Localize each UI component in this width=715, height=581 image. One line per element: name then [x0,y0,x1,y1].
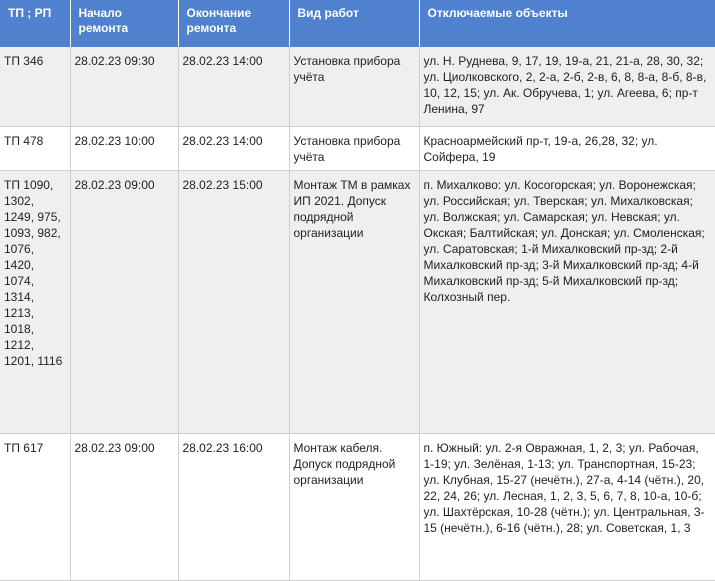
header-end: Окончание ремонта [178,0,289,47]
cell-objects: Красноармейский пр-т, 19-а, 26,28, 32; ул. Сойфера, 19 [419,127,715,171]
cell-objects: ул. Н. Руднева, 9, 17, 19, 19-а, 21, 21-а, 28, 30, 32; ул. Циолковского, 2, 2-а, 2-б, 2-в, 6, 8, 8-а, 8-б, 8-в, 10, 12, 15; ул. Ак. Обручева, 1; ул. Агеева, 6; пр-т Ленина, 97 [419,47,715,127]
cell-start: 28.02.23 09:30 [70,47,178,127]
header-objects: Отключаемые объекты [419,0,715,47]
cell-objects: п. Михалково: ул. Косогорская; ул. Воронежская; ул. Российская; ул. Тверская; ул. Михалковская; ул. Волжская; ул. Самарская; ул. Невская; ул. Окская; Балтийская; ул. Донская; ул. Смоленская; ул. Саратовская; 1-й Михалковский пр-зд; 2-й Михалковский пр-зд; 3-й Михалковский пр-зд; 4-й Михалковский пр-зд; 5-й Михалковский пр-зд; Колхозный пер. [419,171,715,434]
cell-end: 28.02.23 16:00 [178,434,289,581]
cell-work: Монтаж кабеля. Допуск подрядной организации [289,434,419,581]
cell-tp: ТП 346 [0,47,70,127]
header-start: Начало ремонта [70,0,178,47]
cell-start: 28.02.23 09:00 [70,434,178,581]
cell-work: Монтаж ТМ в рамках ИП 2021. Допуск подрядной организации [289,171,419,434]
cell-work: Установка прибора учёта [289,47,419,127]
cell-tp: ТП 617 [0,434,70,581]
cell-tp: ТП 478 [0,127,70,171]
table-row [0,47,715,127]
cell-end: 28.02.23 14:00 [178,127,289,171]
cell-end: 28.02.23 14:00 [178,47,289,127]
table-row [0,171,715,434]
header-row [0,0,715,47]
table-row [0,434,715,581]
table-row [0,127,715,171]
cell-end: 28.02.23 15:00 [178,171,289,434]
cell-objects: п. Южный: ул. 2-я Овражная, 1, 2, 3; ул. Рабочая, 1-19; ул. Зелёная, 1-13; ул. Транспортная, 15-23; ул. Клубная, 15-27 (нечётн.), 27-а, 4-14 (чётн.), 20, 22, 24, 26; ул. Лесная, 1, 2, 3, 5, 6, 7, 8, 10-а, 10-б; ул. Шахтёрская, 10-28 (чётн.); ул. Центральная, 3-15 (нечётн.), 6-16 (чётн.), 28; ул. Советская, 1, 3 [419,434,715,581]
header-work: Вид работ [289,0,419,47]
cell-work: Установка прибора учёта [289,127,419,171]
header-tp: ТП ; РП [0,0,70,47]
cell-tp: ТП 1090, 1302, 1249, 975, 1093, 982, 1076, 1420, 1074, 1314, 1213, 1018, 1212, 1201, 1116 [0,171,70,434]
cell-start: 28.02.23 09:00 [70,171,178,434]
cell-start: 28.02.23 10:00 [70,127,178,171]
